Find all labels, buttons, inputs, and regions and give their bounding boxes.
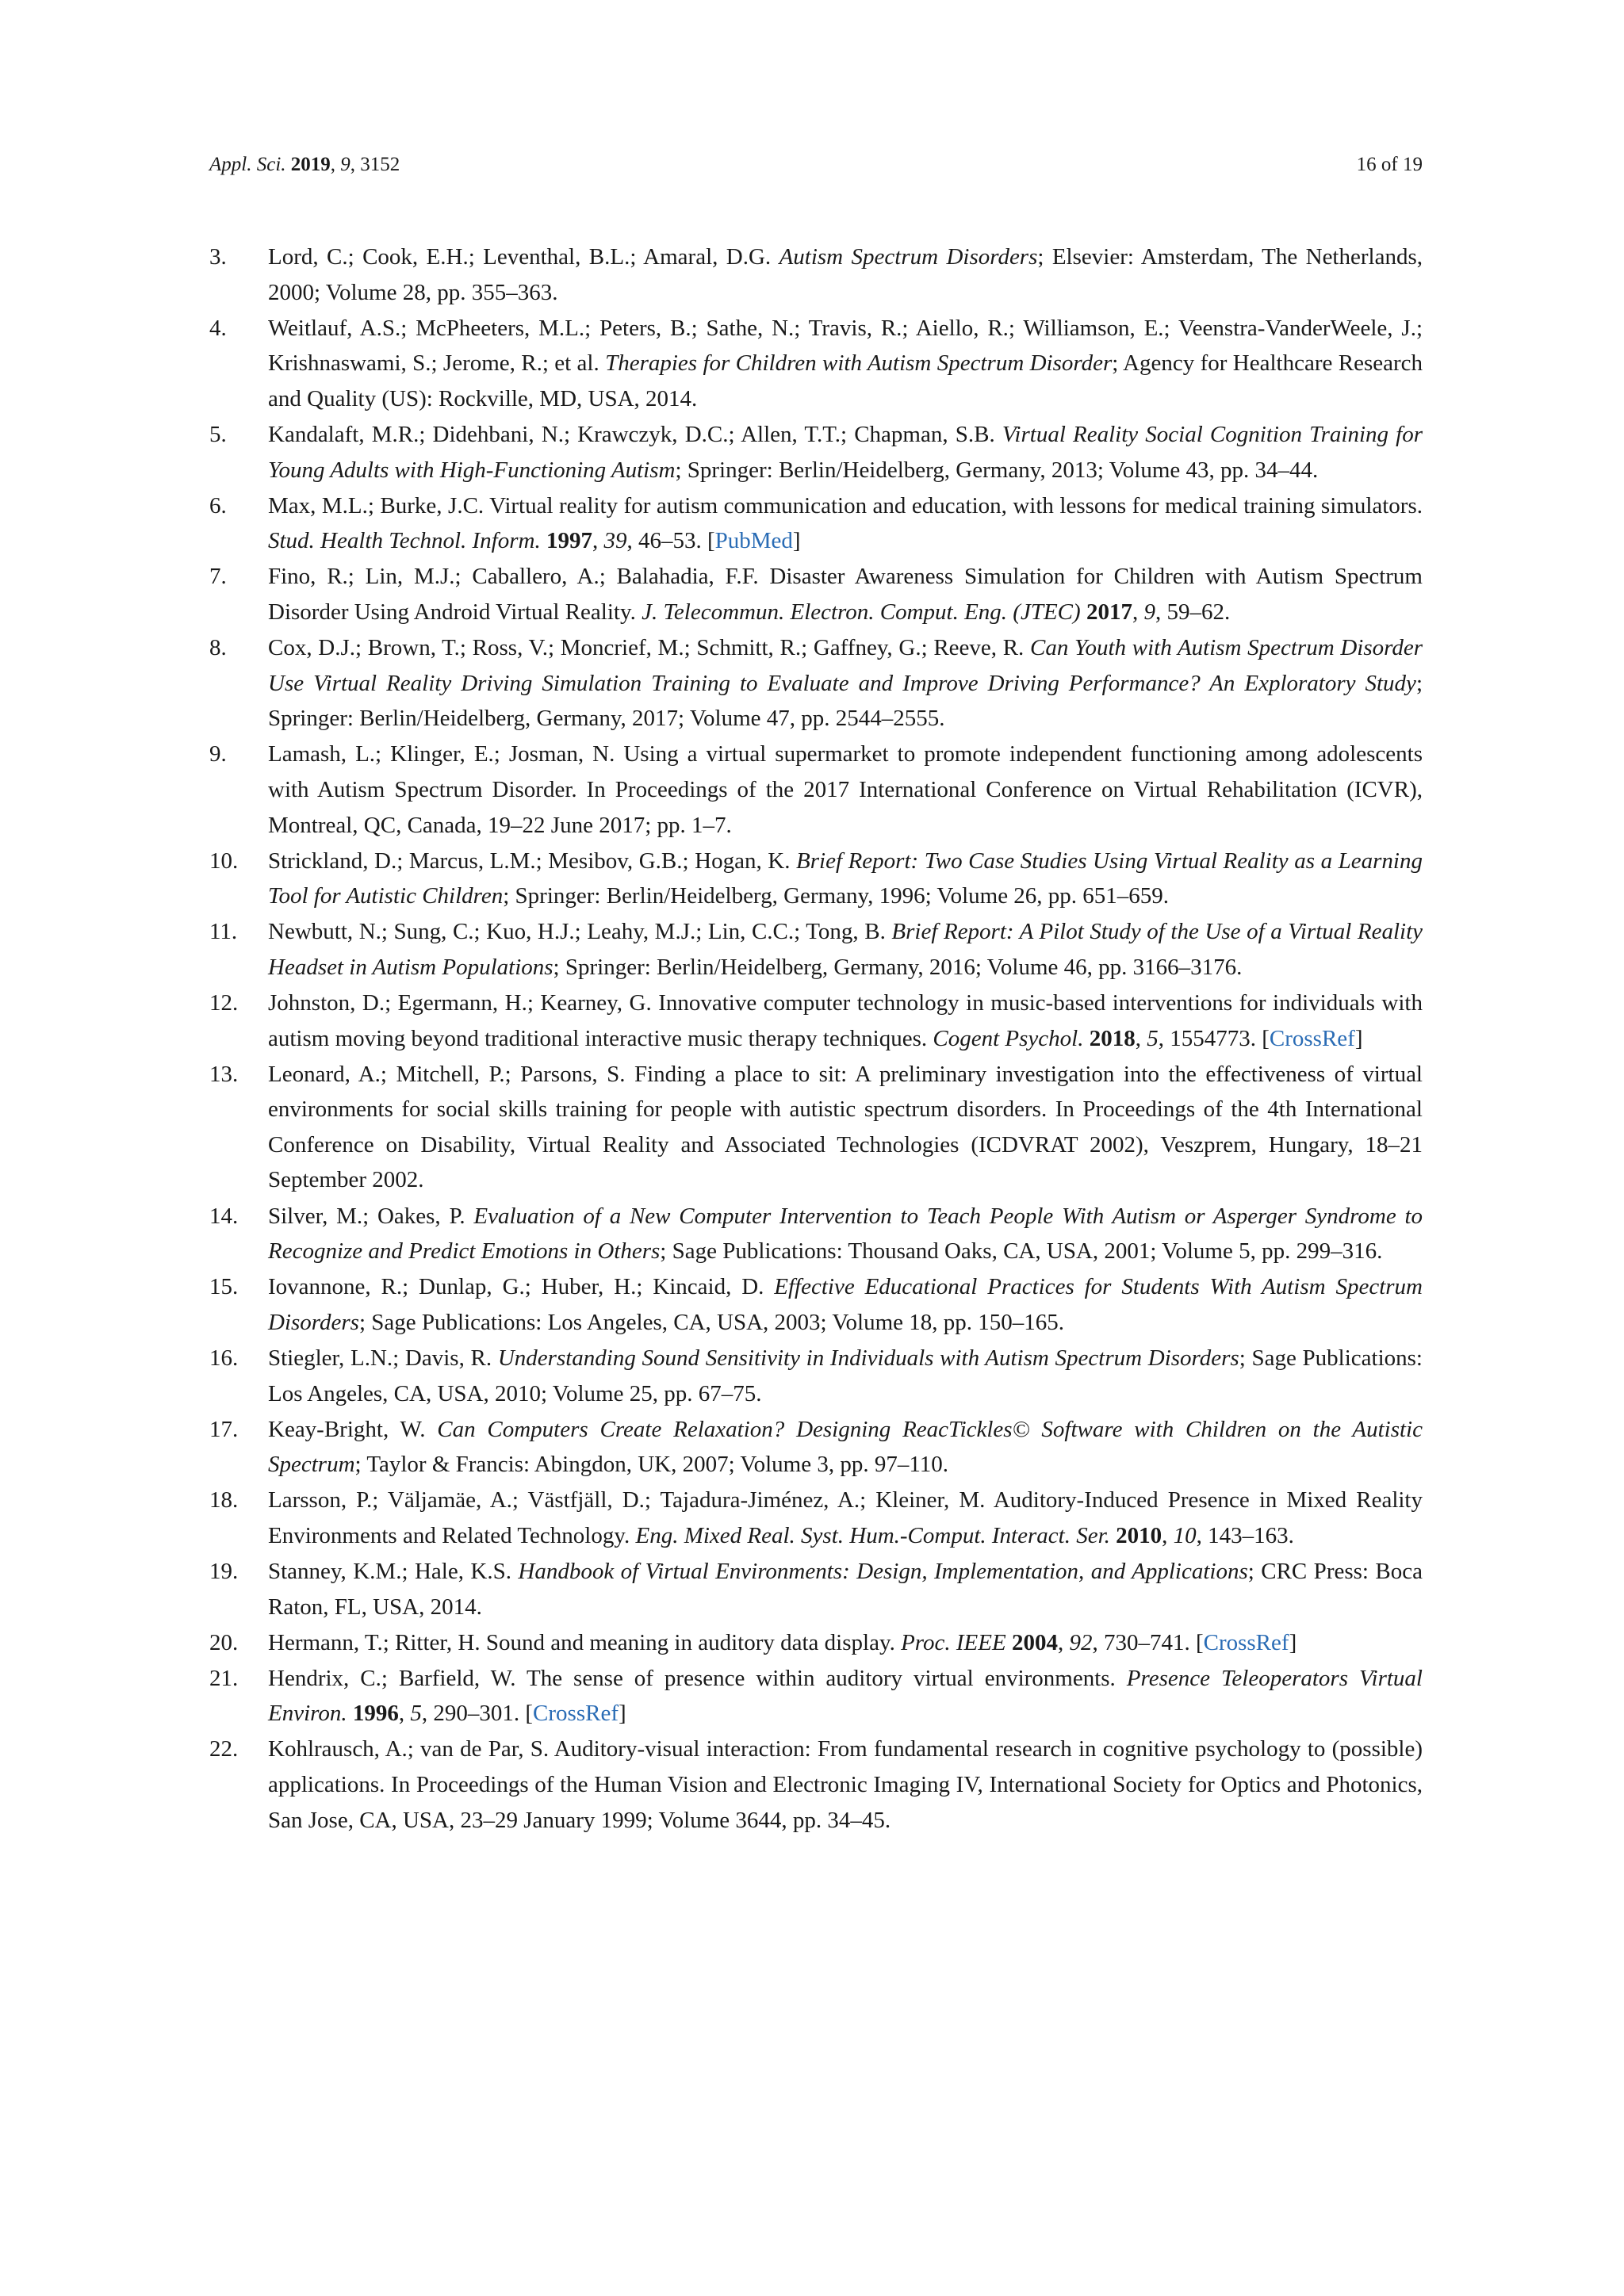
reference-number: 16.	[209, 1345, 239, 1371]
reference-text: Max, M.L.; Burke, J.C. Virtual reality for autism communication and education, with lessons for medical training simulators.	[268, 492, 1423, 519]
journal-volume: 9	[340, 154, 350, 175]
reference-text: ,	[1057, 1629, 1070, 1655]
reference-italic-text: Evaluation of a New Computer Intervention to Teach People With Autism or Asperger Syndrome to Recognize and Predict Emotions in Others	[268, 1203, 1423, 1265]
reference-item	[209, 1199, 1423, 1269]
reference-number: 11.	[209, 919, 238, 945]
reference-item	[209, 1341, 1423, 1411]
reference-italic-text: Effective Educational Practices for Students With Autism Spectrum Disorders	[268, 1274, 1423, 1335]
reference-item	[209, 239, 1423, 310]
reference-link[interactable]: CrossRef	[533, 1701, 619, 1727]
reference-item	[209, 1625, 1423, 1661]
reference-text: ; Springer: Berlin/Heidelberg, Germany, 1996; Volume 26, pp. 651–659.	[503, 883, 1170, 909]
reference-text: ; CRC Press: Boca Raton, FL, USA, 2014.	[268, 1558, 1423, 1620]
article-number: 3152	[360, 154, 400, 175]
reference-text	[1083, 1026, 1089, 1051]
reference-item	[209, 914, 1423, 985]
reference-italic-text: Brief Report: A Pilot Study of the Use of a Virtual Reality Headset in Autism Populations	[268, 919, 1423, 980]
reference-text: Strickland, D.; Marcus, L.M.; Mesibov, G.B.; Hogan, K.	[268, 848, 797, 874]
reference-text: ,	[1135, 1025, 1147, 1051]
reference-text: , 143–163.	[1196, 1522, 1294, 1548]
reference-item	[209, 630, 1423, 737]
page-number: 16 of 19	[1356, 154, 1423, 175]
reference-text: ]	[1289, 1629, 1297, 1655]
reference-text: ; Springer: Berlin/Heidelberg, Germany, 2017; Volume 47, pp. 2544–2555.	[268, 670, 1423, 732]
reference-text: ; Sage Publications: Los Angeles, CA, USA, 2003; Volume 18, pp. 150–165.	[358, 1309, 1065, 1335]
running-header	[209, 149, 1423, 181]
reference-text	[1081, 599, 1086, 625]
reference-text: Silver, M.; Oakes, P.	[268, 1203, 474, 1229]
reference-text: ; Sage Publications: Los Angeles, CA, USA, 2010; Volume 25, pp. 67–75.	[268, 1345, 1423, 1406]
reference-italic-text: Understanding Sound Sensitivity in Individuals with Autism Spectrum Disorders	[497, 1345, 1239, 1371]
reference-number: 10.	[209, 848, 239, 874]
reference-italic-text: Stud. Health Technol. Inform.	[268, 528, 541, 554]
reference-italic-text: Can Youth with Autism Spectrum Disorder Use Virtual Reality Driving Simulation Training to Evaluate and Improve Driving Performance? An Exploratory Study	[268, 635, 1423, 696]
reference-italic-text: 10	[1173, 1522, 1197, 1548]
reference-text: Lord, C.; Cook, E.H.; Leventhal, B.L.; Amaral, D.G.	[268, 244, 779, 270]
reference-item	[209, 417, 1423, 488]
reference-text: ,	[592, 528, 604, 554]
reference-text: ; Taylor & Francis: Abingdon, UK, 2007; Volume 3, pp. 97–110.	[354, 1452, 949, 1478]
reference-bold-text: 2017	[1086, 599, 1132, 625]
reference-number: 15.	[209, 1274, 239, 1300]
reference-text: Hendrix, C.; Barfield, W. The sense of presence within auditory virtual environments.	[268, 1665, 1127, 1691]
reference-text: ,	[398, 1701, 411, 1727]
reference-text: ; Springer: Berlin/Heidelberg, Germany, 2013; Volume 43, pp. 34–44.	[675, 457, 1319, 483]
reference-italic-text: Eng. Mixed Real. Syst. Hum.-Comput. Interact. Ser.	[635, 1522, 1110, 1548]
reference-text: Leonard, A.; Mitchell, P.; Parsons, S. Finding a place to sit: A preliminary investigation into the effectiveness of virtual environments for social skills training for people with autistic spectrum disorders. In Proceedings of the 4th International Conference on Disability, Virtual Reality and Associated Technologies (ICDVRAT 2002), Veszprem, Hungary, 18–21 September 2002.	[268, 1061, 1423, 1193]
reference-item	[209, 1269, 1423, 1340]
reference-text: ]	[618, 1701, 626, 1727]
reference-number: 3.	[209, 244, 227, 270]
reference-number: 4.	[209, 315, 227, 341]
reference-italic-text: Therapies for Children with Autism Spectrum Disorder	[605, 350, 1113, 377]
reference-bold-text: 2018	[1089, 1025, 1136, 1051]
reference-number: 18.	[209, 1487, 239, 1513]
reference-item	[209, 1483, 1423, 1553]
reference-item	[209, 311, 1423, 417]
reference-text	[1006, 1630, 1012, 1655]
reference-text: ; Elsevier: Amsterdam, The Netherlands, 2000; Volume 28, pp. 355–363.	[268, 244, 1423, 305]
journal-year: 2019	[290, 154, 331, 175]
reference-item	[209, 1057, 1423, 1198]
reference-bold-text: 1997	[546, 528, 592, 554]
reference-text: ; Agency for Healthcare Research and Quality (US): Rockville, MD, USA, 2014.	[268, 350, 1423, 411]
reference-list	[209, 239, 1423, 1839]
reference-number: 7.	[209, 564, 227, 590]
reference-bold-text: 2010	[1116, 1522, 1162, 1548]
reference-link[interactable]: CrossRef	[1269, 1025, 1355, 1051]
reference-text: Kandalaft, M.R.; Didehbani, N.; Krawczyk, D.C.; Allen, T.T.; Chapman, S.B.	[268, 421, 1002, 447]
reference-text: , 1554773. [	[1158, 1025, 1270, 1051]
reference-text: , 290–301. [	[421, 1701, 534, 1727]
reference-text: Larsson, P.; Väljamäe, A.; Västfjäll, D.; Tajadura-Jiménez, A.; Kleiner, M. Auditory-Induced Presence in Mixed Reality Environments and Related Technology.	[268, 1487, 1423, 1548]
reference-italic-text: 39	[603, 528, 627, 554]
reference-text: Iovannone, R.; Dunlap, G.; Huber, H.; Kincaid, D.	[268, 1274, 775, 1300]
reference-text: ]	[792, 528, 801, 554]
reference-italic-text: Virtual Reality Social Cognition Training for Young Adults with High-Functioning Autism	[268, 421, 1423, 483]
reference-item	[209, 559, 1423, 629]
reference-bold-text: 1996	[352, 1701, 399, 1727]
reference-text: ,	[1162, 1522, 1174, 1548]
reference-item	[209, 737, 1423, 843]
reference-item	[209, 488, 1423, 559]
journal-citation: Appl. Sci. 2019, 9, 3152	[209, 154, 400, 175]
reference-italic-text: 9	[1143, 599, 1155, 625]
reference-text: Lamash, L.; Klinger, E.; Josman, N. Using a virtual supermarket to promote independent functioning among adolescents with Autism Spectrum Disorder. In Proceedings of the 2017 International Conference on Virtual Rehabilitation (ICVR), Montreal, QC, Canada, 19–22 June 2017; pp. 1–7.	[268, 741, 1423, 838]
reference-number: 6.	[209, 492, 227, 519]
reference-italic-text: Brief Report: Two Case Studies Using Virtual Reality as a Learning Tool for Autistic Children	[268, 848, 1423, 909]
reference-text: ,	[1132, 599, 1144, 625]
reference-italic-text: Proc. IEEE	[901, 1629, 1006, 1655]
reference-italic-text: Cogent Psychol.	[933, 1025, 1084, 1051]
reference-text	[541, 528, 546, 553]
reference-number: 5.	[209, 421, 227, 447]
reference-item	[209, 1412, 1423, 1483]
reference-text	[347, 1701, 353, 1726]
reference-number: 19.	[209, 1558, 239, 1584]
reference-italic-text: Can Computers Create Relaxation? Designing ReacTickles© Software with Children on the Autistic Spectrum	[268, 1416, 1423, 1478]
reference-text: Johnston, D.; Egermann, H.; Kearney, G. Innovative computer technology in music-based interventions for individuals with autism moving beyond traditional interactive music therapy techniques.	[268, 989, 1423, 1051]
reference-italic-text: 92	[1069, 1629, 1093, 1655]
reference-number: 22.	[209, 1736, 239, 1762]
reference-number: 9.	[209, 741, 227, 767]
reference-number: 20.	[209, 1629, 239, 1655]
reference-text: , 46–53. [	[626, 528, 715, 554]
reference-text: Kohlrausch, A.; van de Par, S. Auditory-visual interaction: From fundamental research in cognitive psychology to (possible) applications. In Proceedings of the Human Vision and Electronic Imaging IV, International Society for Optics and Photonics, San Jose, CA, USA, 23–29 January 1999; Volume 3644, pp. 34–45.	[268, 1736, 1423, 1833]
reference-number: 21.	[209, 1665, 239, 1691]
reference-text: Cox, D.J.; Brown, T.; Ross, V.; Moncrief, M.; Schmitt, R.; Gaffney, G.; Reeve, R.	[268, 635, 1030, 661]
reference-text: Newbutt, N.; Sung, C.; Kuo, H.J.; Leahy, M.J.; Lin, C.C.; Tong, B.	[268, 919, 892, 945]
reference-text: Hermann, T.; Ritter, H. Sound and meaning in auditory data display.	[268, 1629, 902, 1655]
reference-link[interactable]: CrossRef	[1203, 1629, 1289, 1655]
reference-italic-text: Autism Spectrum Disorders	[779, 244, 1038, 270]
reference-text: ; Sage Publications: Thousand Oaks, CA, USA, 2001; Volume 5, pp. 299–316.	[660, 1238, 1383, 1265]
reference-italic-text: J. Telecommun. Electron. Comput. Eng. (JTEC)	[642, 599, 1081, 625]
reference-number: 17.	[209, 1416, 239, 1442]
reference-number: 12.	[209, 989, 239, 1016]
reference-item	[209, 844, 1423, 914]
reference-item	[209, 1732, 1423, 1838]
reference-italic-text: 5	[1147, 1025, 1159, 1051]
reference-text: Stiegler, L.N.; Davis, R.	[268, 1345, 498, 1371]
reference-number: 13.	[209, 1061, 239, 1087]
journal-abbrev: Appl. Sci.	[209, 154, 286, 175]
reference-text: , 730–741. [	[1092, 1629, 1204, 1655]
reference-text: ; Springer: Berlin/Heidelberg, Germany, 2016; Volume 46, pp. 3166–3176.	[553, 954, 1243, 980]
reference-text: , 59–62.	[1155, 599, 1231, 625]
reference-number: 14.	[209, 1203, 239, 1229]
reference-text: ]	[1354, 1025, 1363, 1051]
reference-text: Weitlauf, A.S.; McPheeters, M.L.; Peters, B.; Sathe, N.; Travis, R.; Aiello, R.; Williamson, E.; Veenstra-VanderWeele, J.; Krishnaswami, S.; Jerome, R.; et al.	[268, 315, 1423, 377]
reference-text: Fino, R.; Lin, M.J.; Caballero, A.; Balahadia, F.F. Disaster Awareness Simulation for Children with Autism Spectrum Disorder Using Android Virtual Reality.	[268, 564, 1423, 625]
reference-italic-text: Handbook of Virtual Environments: Design, Implementation, and Applications	[518, 1558, 1248, 1584]
reference-item	[209, 1661, 1423, 1732]
reference-number: 8.	[209, 635, 227, 661]
reference-link[interactable]: PubMed	[714, 528, 793, 554]
reference-text: Keay-Bright, W.	[268, 1416, 438, 1442]
reference-italic-text: 5	[410, 1701, 422, 1727]
reference-item	[209, 1554, 1423, 1624]
reference-italic-text: Presence Teleoperators Virtual Environ.	[268, 1665, 1423, 1727]
reference-item	[209, 985, 1423, 1056]
reference-bold-text: 2004	[1011, 1629, 1058, 1655]
reference-text: Stanney, K.M.; Hale, K.S.	[268, 1558, 519, 1584]
